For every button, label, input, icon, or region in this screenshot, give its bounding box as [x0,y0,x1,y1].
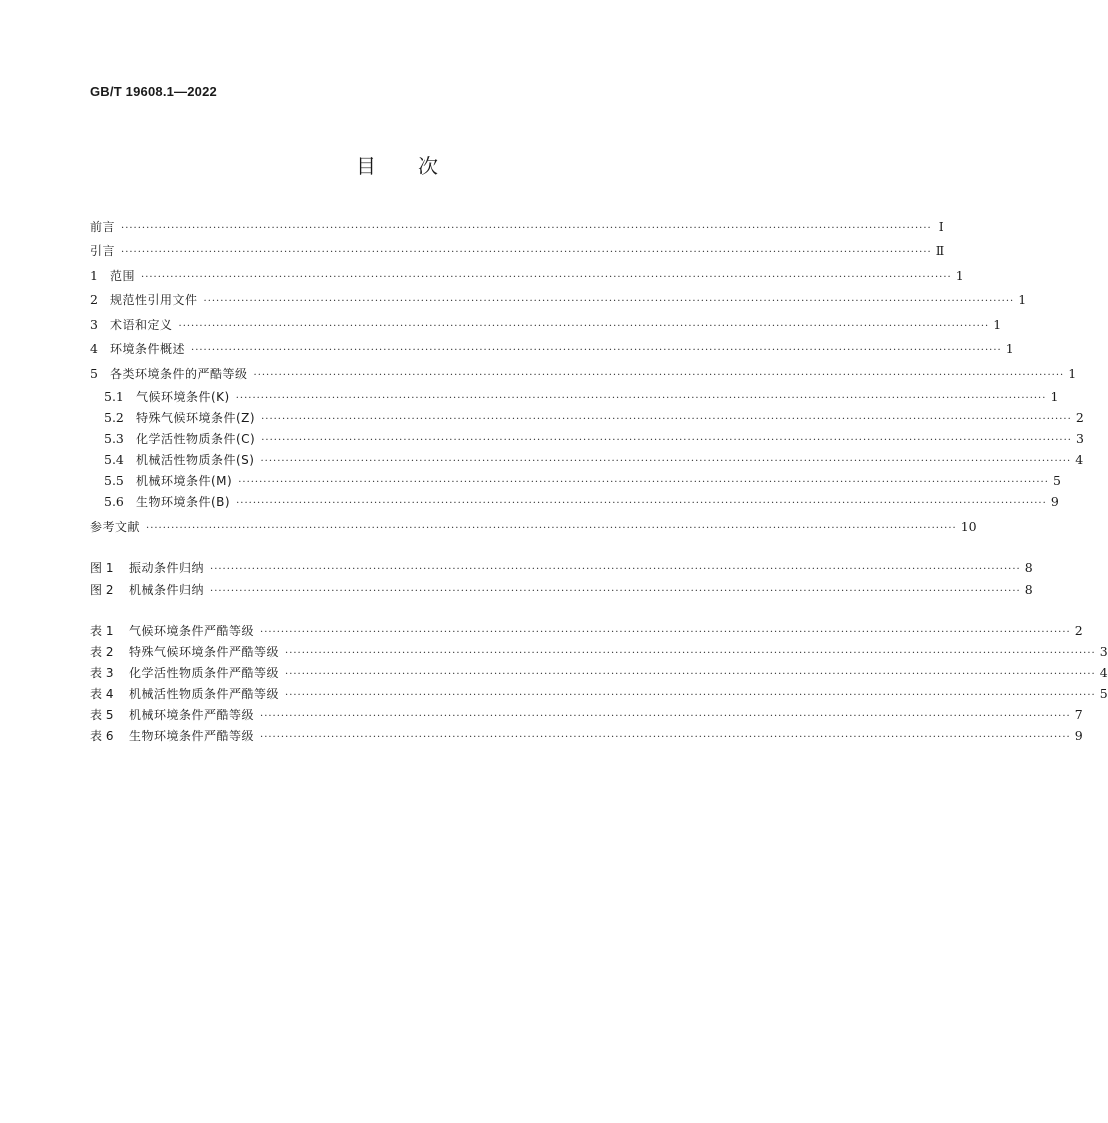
toc-entry-table-2[interactable] [90,642,1108,662]
toc-entry-number: 表 3 [90,666,114,680]
toc-entry-page: 1 [1068,366,1077,381]
toc-entry-label: 特殊气候环境条件(Z) [136,411,256,425]
toc-entry-label: 机械条件归纳 [129,583,205,597]
toc-entry-page: 1 [1005,341,1014,356]
dot-leader: ·································································································································································································· [260,627,1071,638]
toc-entry-section-5-3[interactable] [104,429,1084,449]
toc-entry-page: 5 [1099,686,1108,701]
toc-entry-number: 表 6 [90,729,114,743]
toc-entry-label: 振动条件归纳 [129,561,205,575]
toc-entry-number: 5.5 [104,473,124,488]
toc-entry-label: 生物环境条件严酷等级 [129,729,255,743]
toc-entry-chapter-4[interactable] [90,339,1014,359]
standard-code: GB/T 19608.1—2022 [90,84,217,99]
toc-entry-page: 8 [1024,560,1033,575]
dot-leader: ·································································································································································································· [285,648,1096,659]
toc-entry-number: 表 2 [90,645,114,659]
toc-entry-chapter-2[interactable] [90,290,1027,310]
toc-entry-label: 术语和定义 [110,318,173,332]
toc-entry-label: 化学活性物质条件(C) [136,432,256,446]
toc-entry-page: 8 [1024,582,1033,597]
toc-entry-page: 9 [1074,728,1083,743]
dot-leader: ·································································································································································································· [253,370,1065,381]
toc-entry-page: 2 [1075,410,1084,425]
dot-leader: ·································································································································································································· [261,435,1072,446]
toc-entry-chapter-3[interactable] [90,315,1002,335]
toc-entry-label: 机械活性物质条件(S) [136,453,255,467]
toc-entry-number: 5.6 [104,494,124,509]
toc-entry-foreword[interactable] [90,217,944,237]
toc-entry-label: 引言 [90,244,116,258]
dot-leader: ·································································································································································································· [260,732,1071,743]
toc-entry-table-5[interactable] [90,705,1083,725]
dot-leader: ·································································································································································································· [236,498,1047,509]
toc-entry-number: 表 1 [90,624,114,638]
toc-entry-figure-1[interactable] [90,558,1033,578]
toc-entry-number: 图 1 [90,561,114,575]
dot-leader: ·································································································································································································· [260,456,1072,467]
toc-entry-label: 气候环境条件严酷等级 [129,624,255,638]
toc-entry-number: 表 5 [90,708,114,722]
toc-entry-label: 规范性引用文件 [110,293,198,307]
toc-entry-page: 1 [1018,292,1027,307]
toc-entry-references[interactable] [90,517,977,537]
toc-entry-page: 5 [1052,473,1061,488]
toc-entry-section-5-1[interactable] [104,387,1059,407]
toc-entry-page: 1 [1050,389,1059,404]
toc-entry-number: 2 [90,292,98,307]
page-title: 目次 [356,154,480,178]
toc-entry-label: 气候环境条件(K) [136,390,230,404]
toc-entry-number: 5.2 [104,410,124,425]
toc-entry-page: 4 [1099,665,1108,680]
toc-entry-table-6[interactable] [90,726,1083,746]
toc-entry-number: 5.1 [104,389,124,404]
toc-entry-label: 各类环境条件的严酷等级 [110,367,248,381]
toc-entry-number: 表 4 [90,687,114,701]
toc-entry-page: Ⅱ [935,243,945,258]
toc-entry-number: 3 [90,317,98,332]
toc-entry-number: 4 [90,341,98,356]
toc-entry-number: 1 [90,268,98,283]
toc-entry-page: 9 [1050,494,1059,509]
toc-entry-introduction[interactable] [90,241,945,261]
dot-leader: ·································································································································································································· [210,564,1021,575]
toc-entry-section-5-4[interactable] [104,450,1084,470]
toc-entry-page: 10 [960,519,977,534]
toc-entry-number: 图 2 [90,583,114,597]
toc-entry-label: 环境条件概述 [110,342,186,356]
toc-entry-label: 机械活性物质条件严酷等级 [129,687,280,701]
toc-entry-label: 特殊气候环境条件严酷等级 [129,645,280,659]
toc-entry-label: 前言 [90,220,116,234]
toc-entry-table-4[interactable] [90,684,1108,704]
toc-entry-label: 机械环境条件严酷等级 [129,708,255,722]
toc-entry-section-5-6[interactable] [104,492,1059,512]
dot-leader: ·································································································································································································· [191,345,1002,356]
toc-entry-page: 1 [993,317,1002,332]
toc-entry-page: 3 [1099,644,1108,659]
toc-entry-chapter-1[interactable] [90,266,964,286]
dot-leader: ·································································································································································································· [121,247,932,258]
toc-entry-number: 5 [90,366,98,381]
toc-entry-figure-2[interactable] [90,580,1033,600]
toc-entry-page: 2 [1074,623,1083,638]
toc-entry-label: 参考文献 [90,520,141,534]
toc-entry-page: 7 [1074,707,1083,722]
dot-leader: ·································································································································································································· [203,296,1015,307]
dot-leader: ·································································································································································································· [210,586,1021,597]
toc-entry-page: 4 [1075,452,1084,467]
toc-entry-label: 机械环境条件(M) [136,474,233,488]
dot-leader: ·································································································································································································· [260,711,1071,722]
toc-entry-section-5-2[interactable] [104,408,1084,428]
toc-entry-page: 3 [1075,431,1084,446]
toc-entry-page: 1 [955,268,964,283]
dot-leader: ·································································································································································································· [261,414,1072,425]
toc-entry-number: 5.4 [104,452,124,467]
toc-entry-label: 化学活性物质条件严酷等级 [129,666,280,680]
toc-entry-section-5-5[interactable] [104,471,1061,491]
toc-entry-page: Ⅰ [938,219,944,234]
toc-entry-label: 范围 [110,269,136,283]
dot-leader: ·································································································································································································· [235,393,1047,404]
toc-entry-table-1[interactable] [90,621,1083,641]
toc-entry-number: 5.3 [104,431,124,446]
dot-leader: ·································································································································································································· [178,321,990,332]
dot-leader: ·································································································································································································· [238,477,1049,488]
dot-leader: ·································································································································································································· [285,690,1096,701]
toc-entry-label: 生物环境条件(B) [136,495,231,509]
toc-entry-table-3[interactable] [90,663,1108,683]
dot-leader: ·································································································································································································· [141,272,952,283]
dot-leader: ·································································································································································································· [285,669,1096,680]
toc-entry-chapter-5[interactable] [90,364,1077,384]
dot-leader: ·································································································································································································· [121,223,932,234]
dot-leader: ·································································································································································································· [146,523,957,534]
